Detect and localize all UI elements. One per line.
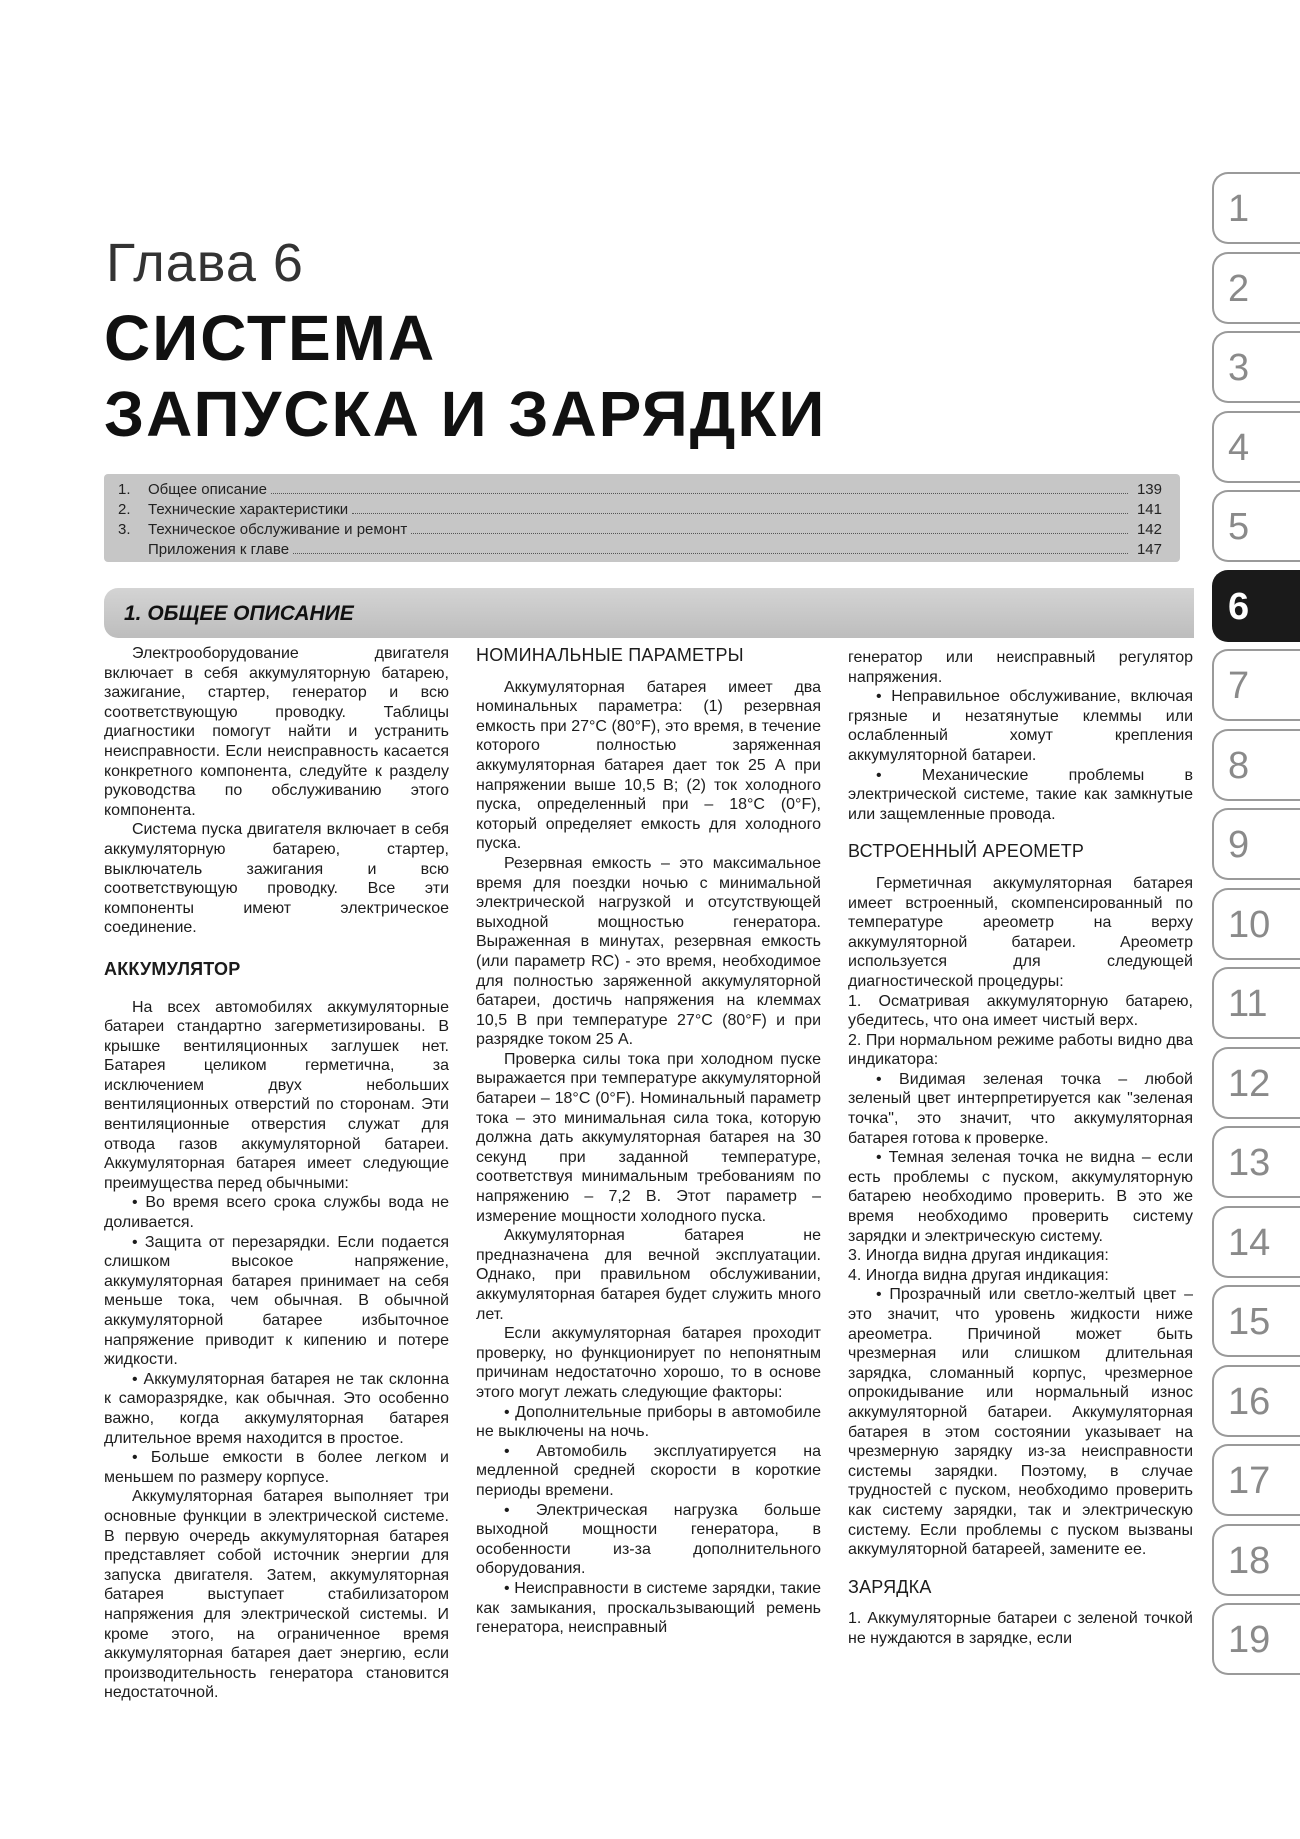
subheading-hydrometer: ВСТРОЕННЫЙ АРЕОМЕТР — [848, 841, 1085, 862]
paragraph: Герметичная аккумуляторная батарея имеет встроенный, скомпенсированный по температуре ареометр на верху аккумуляторной батареи. Ареометр используется для следующей диагностической процедуры: — [848, 874, 1193, 990]
toc-entry-number: 2. — [118, 501, 131, 518]
toc-entry-page: 142 — [1136, 521, 1162, 538]
chapter-tab-15[interactable] — [1212, 1285, 1300, 1357]
bullet-item: • Видимая зеленая точка – любой зеленый цвет интерпретируется как "зеленая точка", это значит, что аккумуляторная батарея готова к проверке. — [848, 1070, 1193, 1147]
paragraph: Аккумуляторная батарея имеет два номинальных параметра: (1) резервная емкость при 27°C (80°F), это время, в течение которого полностью заряженная аккумуляторная батарея дает ток 25 А при напряжении выше 10,5 В; (2) ток холодного пуска, определенный при – 18°C (0°F), который определяет емкость для холодного пуска. — [476, 678, 821, 853]
bullet-item: • Больше емкости в более легком и меньшем по размеру корпусе. — [104, 1449, 449, 1486]
chapter-tab-label: 14 — [1228, 1221, 1271, 1264]
chapter-tab-label: 6 — [1228, 585, 1250, 628]
bullet-item: • Темная зеленая точка не видна – если есть проблемы с пуском, аккумуляторную батарею необходимо проверить. В это же время необходимо проверить систему зарядки и электрическую систему. — [848, 1149, 1193, 1245]
toc-entry[interactable] — [118, 478, 1162, 498]
bullet-item: • Неисправности в системе зарядки, такие как замыкания, проскальзывающий ремень генератора, неисправный — [476, 1579, 821, 1637]
chapter-label: Глава 6 — [106, 233, 304, 293]
chapter-tab-5[interactable] — [1212, 490, 1300, 562]
numbered-item: 1. Аккумуляторные батареи с зеленой точкой не нуждаются в зарядке, если — [848, 1610, 1193, 1647]
chapter-title-line2: ЗАПУСКА И ЗАРЯДКИ — [104, 378, 827, 450]
toc-dot-leader — [352, 513, 1128, 514]
toc-dot-leader — [271, 493, 1128, 494]
chapter-tab-label: 7 — [1228, 665, 1250, 707]
section-heading-bar — [104, 588, 1194, 638]
chapter-tab-label: 10 — [1228, 903, 1271, 946]
chapter-tab-17[interactable] — [1212, 1444, 1300, 1516]
chapter-tab-3[interactable] — [1212, 331, 1300, 403]
chapter-tab-label: 18 — [1228, 1539, 1271, 1582]
chapter-tab-10[interactable] — [1212, 888, 1300, 960]
bullet-item: • Прозрачный или светло-желтый цвет – это значит, что уровень жидкости ниже ареометра. Причиной может быть чрезмерная или слишком длительная зарядка, сломанный корпус, чрезмерное опрокидывание или нормальный износ аккумуляторной батареи. Аккумуляторная батарея в этом состоянии указывает на чрезмерную зарядку из-за неисправности системы зарядки. Поэтому, в случае трудностей с пуском, необходимо проверить как систему зарядки, так и электрическую систему. Если проблемы с пуском вызваны аккумуляторной батареей, замените ее. — [848, 1286, 1193, 1559]
chapter-tab-12[interactable] — [1212, 1047, 1300, 1119]
toc-entry-title: Технические характеристики — [148, 501, 349, 518]
section-heading: 1. ОБЩЕЕ ОПИСАНИЕ — [124, 602, 354, 625]
bullet-item: • Автомобиль эксплуатируется на медленной средней скорости в короткие периоды времени. — [476, 1442, 821, 1499]
chapter-tab-label: 13 — [1228, 1142, 1271, 1184]
toc-entry-number: 1. — [118, 481, 131, 498]
table-of-contents — [104, 474, 1180, 562]
paragraph: Аккумуляторная батарея выполняет три основные функции в электрической системе. В первую очередь аккумуляторная батарея представляет собой источник энергии для запуска двигателя. Затем, аккумуляторная батарея выступает стабилизатором напряжения для электрической системы. И кроме этого, на ограниченное время аккумуляторная батарея дает энергию, если производительность генератора становится недостаточной. — [104, 1488, 449, 1702]
chapter-tab-18[interactable] — [1212, 1524, 1300, 1596]
chapter-tab-label: 3 — [1228, 347, 1250, 389]
toc-entry[interactable] — [118, 498, 1162, 518]
chapter-tab-8[interactable] — [1212, 729, 1300, 801]
subheading-battery: АККУМУЛЯТОР — [104, 958, 241, 979]
chapter-tab-label: 15 — [1228, 1301, 1271, 1343]
toc-entry-title: Общее описание — [148, 481, 267, 498]
chapter-tab-label: 12 — [1228, 1062, 1271, 1105]
toc-entry-title: Приложения к главе — [148, 541, 290, 558]
text-column-1 — [104, 644, 449, 1703]
chapter-tab-label: 5 — [1228, 506, 1250, 548]
chapter-tab-label: 4 — [1228, 426, 1250, 469]
paragraph: На всех автомобилях аккумуляторные батареи стандартно загерметизированы. В крышке вентиляционных заглушек нет. Батарея целиком герметична, за исключением двух небольших вентиляционных отверстий по сторонам. Эти вентиляционные отверстия служат для отвода газов аккумуляторной батареи. Аккумуляторная батарея имеет следующие преимущества перед обычными: — [104, 998, 449, 1192]
chapter-tab-label: 1 — [1228, 188, 1250, 230]
chapter-tab-label: 2 — [1228, 267, 1250, 310]
chapter-tab-label: 11 — [1228, 983, 1268, 1025]
paragraph: Проверка силы тока при холодном пуске выражается при температуре аккумуляторной батареи – 18°C (0°F). Номинальный параметр тока – это минимальная сила тока, которую должна дать аккумуляторная батарея на 30 секунд при заданной температуре, соответствуя минимальным требованиям по напряжению – 7,2 В. Этот параметр – измерение мощности холодного пуска. — [476, 1050, 821, 1225]
toc-entry[interactable] — [118, 538, 1162, 558]
chapter-tab-16[interactable] — [1212, 1365, 1300, 1437]
toc-entry[interactable] — [118, 518, 1162, 538]
text-column-2 — [476, 644, 821, 1638]
paragraph: Резервная емкость – это максимальное время для поездки ночью с минимальной электрической нагрузкой и отсутствующей выходной мощностью генератора. Выраженная в минутах, резервная емкость (или параметр RC) - это время, необходимое для полностью заряженной аккумуляторной батареи, достичь напряжения на клеммах 10,5 В при температуре 27°C (80°F) и при разрядке током 25 А. — [476, 854, 821, 1049]
toc-dot-leader — [411, 533, 1128, 534]
toc-entry-page: 141 — [1136, 501, 1162, 518]
bullet-item: • Во время всего срока службы вода не доливается. — [104, 1194, 449, 1232]
bullet-item: • Механические проблемы в электрической системе, такие как замкнутые или защемленные провода. — [848, 766, 1193, 823]
chapter-title-line1: СИСТЕМА — [104, 302, 437, 374]
bullet-item: • Неправильное обслуживание, включая грязные и незатянутые клеммы или ослабленный хомут крепления аккумуляторной батареи. — [848, 688, 1193, 764]
chapter-tab-14[interactable] — [1212, 1206, 1300, 1278]
bullet-item: • Электрическая нагрузка больше выходной мощности генератора, в особенности из-за дополнительного оборудования. — [476, 1501, 821, 1578]
chapter-tab-label: 17 — [1228, 1460, 1271, 1502]
subheading-nominal-parameters: НОМИНАЛЬНЫЕ ПАРАМЕТРЫ — [476, 645, 744, 665]
chapter-tab-19[interactable] — [1212, 1603, 1300, 1675]
chapter-tab-label: 16 — [1228, 1380, 1271, 1423]
chapter-tab-7[interactable] — [1212, 649, 1300, 721]
chapter-tab-13[interactable] — [1212, 1126, 1300, 1198]
numbered-item: 2. При нормальном режиме работы видно два индикатора: — [848, 1031, 1193, 1069]
bullet-item: • Защита от перезарядки. Если подается слишком высокое напряжение, аккумуляторная батарея принимает на себя меньше тока, чем обычная. В обычной аккумуляторной батарее избыточное напряжение приводит к кипению и потере жидкости. — [104, 1233, 449, 1369]
paragraph: Система пуска двигателя включает в себя аккумуляторную батарею, стартер, выключатель зажигания и всю соответствующую проводку. Все эти компоненты имеют электрическое соединение. — [104, 821, 449, 937]
toc-entry-title: Техническое обслуживание и ремонт — [148, 521, 408, 538]
chapter-tab-4[interactable] — [1212, 411, 1300, 483]
bullet-item: • Дополнительные приборы в автомобиле не выключены на ночь. — [476, 1403, 821, 1441]
numbered-item: 1. Осматривая аккумуляторную батарею, убедитесь, что она имеет чистый верх. — [848, 992, 1193, 1030]
paragraph: генератор или неисправный регулятор напряжения. — [848, 649, 1193, 686]
chapter-tab-label: 19 — [1228, 1619, 1271, 1661]
toc-dot-leader — [293, 553, 1128, 554]
numbered-item: 4. Иногда видна другая индикация: — [848, 1266, 1109, 1284]
toc-entry-page: 139 — [1136, 481, 1162, 498]
chapter-title — [104, 300, 826, 452]
toc-entry-page: 147 — [1136, 541, 1162, 558]
chapter-tab-9[interactable] — [1212, 808, 1300, 880]
chapter-tab-label: 8 — [1228, 744, 1250, 787]
text-column-3 — [848, 648, 1193, 1649]
toc-entry-number: 3. — [118, 521, 131, 538]
subheading-charging: ЗАРЯДКА — [848, 1576, 932, 1597]
chapter-tab-1[interactable] — [1212, 172, 1300, 244]
chapter-tab-2[interactable] — [1212, 252, 1300, 324]
chapter-tab-11[interactable] — [1212, 967, 1300, 1039]
numbered-item: 3. Иногда видна другая индикация: — [848, 1247, 1109, 1265]
paragraph: Аккумуляторная батарея не предназначена для вечной эксплуатации. Однако, при правильном обслуживании, аккумуляторная батарея будет служить много лет. — [476, 1227, 821, 1323]
paragraph: Если аккумуляторная батарея проходит проверку, но функционирует по непонятным причинам недостаточно хорошо, то в основе этого могут лежать следующие факторы: — [476, 1325, 821, 1401]
paragraph: Электрооборудование двигателя включает в себя аккумуляторную батарею, зажигание, стартер, генератор и всю соответствующую проводку. Таблицы диагностики помогут найти и устранить неисправности. Если неисправность касается конкретного компонента, следуйте к разделу руководства по обслуживанию этого компонента. — [104, 645, 449, 819]
chapter-tab-label: 9 — [1228, 824, 1250, 866]
bullet-item: • Аккумуляторная батарея не так склонна к саморазрядке, как обычная. Это особенно важно, когда аккумуляторная батарея длительное время находится в простое. — [104, 1370, 449, 1447]
chapter-tab-6[interactable] — [1212, 570, 1300, 642]
